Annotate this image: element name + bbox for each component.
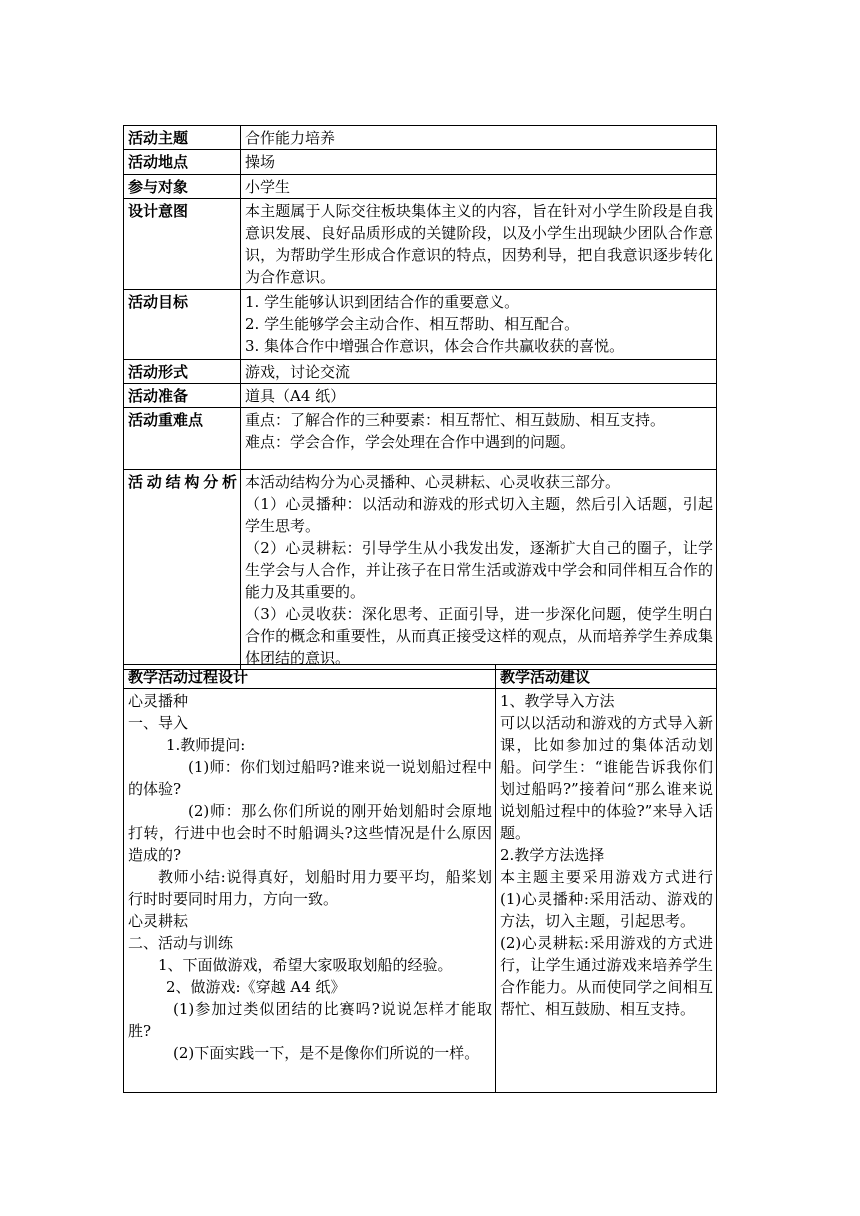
suggestion-column	[496, 689, 717, 1093]
table-row	[124, 150, 717, 175]
section-heading: 心灵播种	[128, 692, 189, 710]
activity-info-table	[123, 125, 717, 670]
step-item: 1.教师提问:	[166, 736, 246, 754]
step-item: (1)参加过类似团结的比赛吗?说说怎样才能取胜?	[128, 1000, 492, 1040]
step-item: 2、做游戏:《穿越 A4 纸》	[166, 978, 346, 996]
step-item: 1、下面做游戏，希望大家吸取划船的经验。	[158, 956, 453, 974]
row-value: 游戏，讨论交流	[241, 360, 717, 384]
row-value	[241, 470, 717, 670]
table-row	[124, 199, 717, 290]
table-row	[124, 384, 717, 408]
table-row	[124, 360, 717, 384]
step-item: (1)师：你们划过船吗?谁来说一说划船过程中的体验?	[128, 758, 492, 798]
row-label: 设计意图	[124, 199, 241, 290]
row-value	[241, 290, 717, 360]
row-value: 道具（A4 纸）	[241, 384, 717, 408]
row-label: 活动重难点	[124, 408, 241, 470]
structure-paragraph: 本活动结构分为心灵播种、心灵耕耘、心灵收获三部分。	[245, 473, 621, 491]
suggestion-text: 可以以活动和游戏的方式导入新课，比如参加过的集体活动划船。问学生：“谁能告诉我你们划过船吗?”接着问“那么谁来说说划船过程中的体验?”来导入话题。	[500, 714, 713, 842]
row-label: 参与对象	[124, 175, 241, 199]
structure-paragraph: （3）心灵收获：深化思考、正面引导，进一步深化问题，使学生明白合作的概念和重要性，从而真正接受这样的观点，从而培养学生养成集体团结的意识。	[245, 605, 713, 667]
row-label: 活动地点	[124, 150, 241, 175]
row-value: 本主题属于人际交往板块集体主义的内容，旨在针对小学生阶段是自我意识发展、良好品质形成的关键阶段，以及小学生出现缺少团队合作意识，为帮助学生形成合作意识的特点，因势利导，把自我意识逐步转化为合作意识。	[241, 199, 717, 290]
table-row	[124, 126, 717, 150]
step-item: 教师小结:说得真好，划船时用力要平均，船桨划行时时要同时用力，方向一致。	[128, 868, 492, 908]
column-header: 教学活动建议	[496, 665, 717, 689]
objective-item: 1. 学生能够认识到团结合作的重要意义。	[245, 293, 520, 311]
column-header: 教学活动过程设计	[124, 665, 496, 689]
row-label: 活动主题	[124, 126, 241, 150]
row-value: 小学生	[241, 175, 717, 199]
suggestion-text: 本主题主要采用游戏方式进行(1)心灵播种:采用活动、游戏的方法，切入主题，引起思考。	[500, 868, 713, 930]
objective-item: 3. 集体合作中增强合作意识，体会合作共赢收获的喜悦。	[245, 337, 625, 355]
step-heading: 二、活动与训练	[128, 934, 234, 952]
structure-paragraph: （2）心灵耕耘：引导学生从小我发出发，逐渐扩大自己的圈子，让学生学会与人合作，并让孩子在日常生活或游戏中学会和同伴相互合作的能力及其重要的。	[245, 539, 713, 601]
row-value	[241, 408, 717, 470]
structure-paragraph: （1）心灵播种：以活动和游戏的形式切入主题，然后引入话题，引起学生思考。	[245, 495, 713, 535]
process-column	[124, 689, 496, 1093]
table-row	[124, 689, 717, 1093]
row-label: 活动形式	[124, 360, 241, 384]
table-header-row	[124, 665, 717, 689]
row-label: 活动目标	[124, 290, 241, 360]
step-heading: 一、导入	[128, 714, 189, 732]
step-item: (2)下面实践一下，是不是像你们所说的一样。	[173, 1044, 480, 1062]
objective-item: 2. 学生能够学会主动合作、相互帮助、相互配合。	[245, 315, 580, 333]
suggestion-text: (2)心灵耕耘:采用游戏的方式进行，让学生通过游戏来培养学生合作能力。从而使同学之间相互帮忙、相互鼓励、相互支持。	[500, 934, 713, 1018]
difficult-point: 难点：学会合作，学会处理在合作中遇到的问题。	[245, 433, 576, 451]
teaching-process-table	[123, 664, 717, 1093]
section-heading: 心灵耕耘	[128, 912, 189, 930]
table-row	[124, 175, 717, 199]
row-label: 活动结构分析	[124, 470, 241, 670]
row-label: 活动准备	[124, 384, 241, 408]
key-point: 重点：了解合作的三种要素：相互帮忙、相互鼓励、相互支持。	[245, 411, 666, 429]
table-row	[124, 408, 717, 470]
row-value: 合作能力培养	[241, 126, 717, 150]
suggestion-heading: 1、教学导入方法	[500, 692, 615, 710]
step-item: (2)师：那么你们所说的刚开始划船时会原地打转，行进中也会时不时船调头?这些情况是什么原因造成的?	[128, 802, 492, 864]
suggestion-heading: 2.教学方法选择	[500, 846, 605, 864]
table-row	[124, 470, 717, 670]
table-row	[124, 290, 717, 360]
row-value: 操场	[241, 150, 717, 175]
